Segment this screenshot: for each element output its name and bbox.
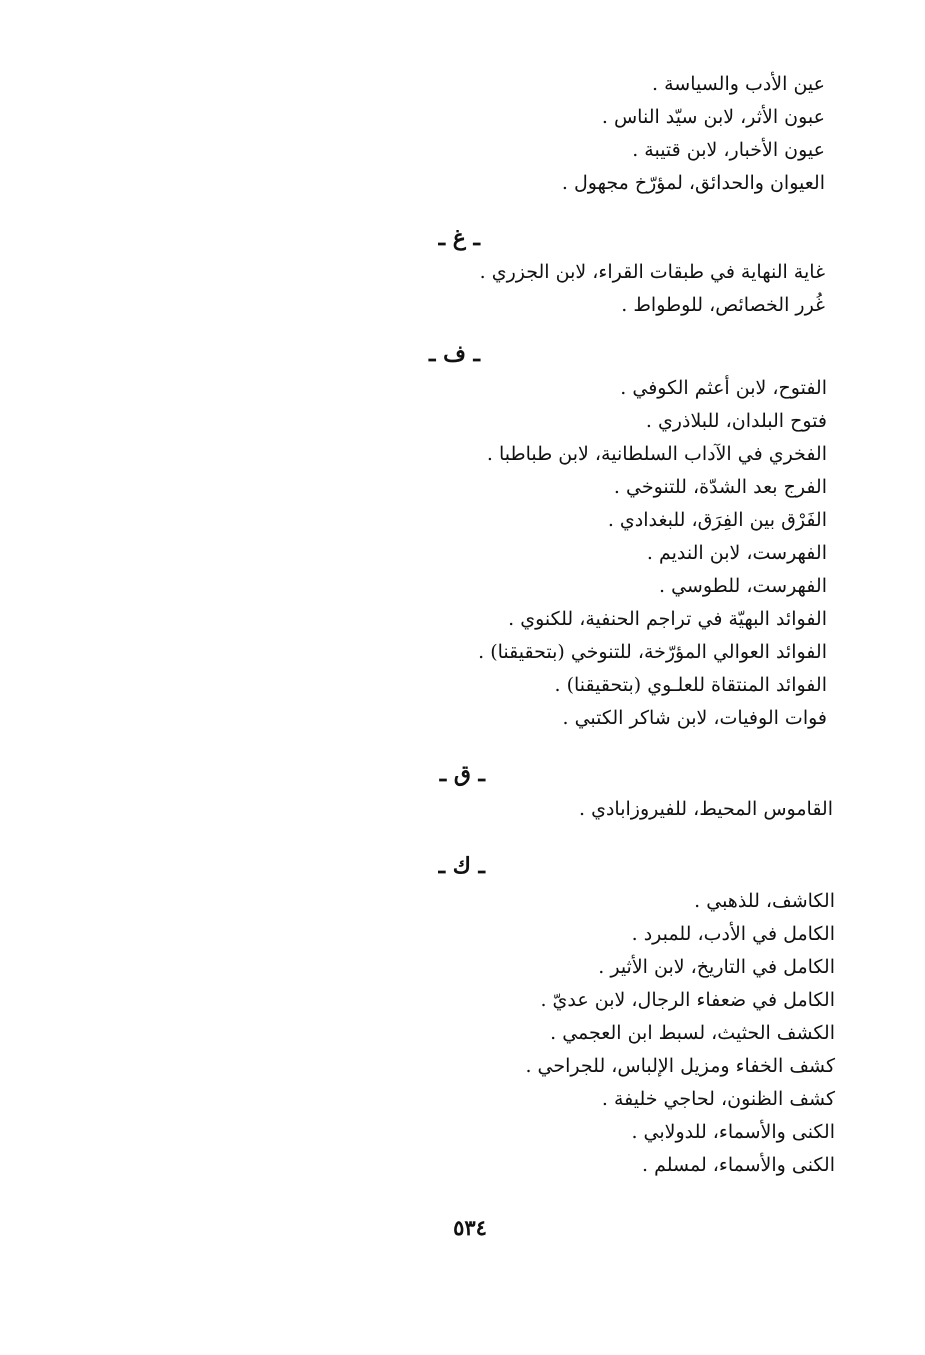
page-number: ٥٣٤ [453, 1215, 487, 1240]
entry-line: الكنى والأسماء، للدولابي . [631, 1121, 835, 1143]
entry-line: الفوائد العوالي المؤرّخة، للتنوخي (بتحقيقنا) . [478, 641, 827, 663]
entry-line: الفَرْق بين الفِرَق، للبغدادي . [607, 509, 827, 531]
entry-line: الفخري في الآداب السلطانية، لابن طباطبا . [486, 443, 827, 465]
section-letter-heading: ـ غ ـ [438, 225, 480, 251]
entry-line: الكامل في التاريخ، لابن الأثير . [598, 956, 835, 978]
entry-line: الفوائد المنتقاة للعلـوي (بتحقيقنا) . [554, 674, 827, 696]
entry-line: غُرر الخصائص، للوطواط . [621, 294, 825, 316]
entry-line: الفهرست، للطوسي . [659, 575, 827, 597]
entry-line: الكامل في الأدب، للمبرد . [631, 923, 835, 945]
entry-line: الكنى والأسماء، لمسلم . [642, 1154, 835, 1176]
entry-line: كشف الظنون، لحاجي خليفة . [601, 1088, 835, 1110]
entry-line: العيوان والحدائق، لمؤرّخ مجهول . [561, 172, 825, 194]
entry-line: الكاشف، للذهبي . [694, 890, 835, 912]
entry-line: الفتوح، لابن أعثم الكوفي . [620, 377, 827, 399]
entry-line: غاية النهاية في طبقات القراء، لابن الجزري . [479, 261, 825, 283]
entry-line: فتوح البلدان، للبلاذري . [645, 410, 827, 432]
section-letter-heading: ـ ق ـ [439, 761, 485, 787]
entry-line: الفوائد البهيّة في تراجم الحنفية، للكنوي . [508, 608, 827, 630]
section-letter-heading: ـ ك ـ [438, 853, 485, 879]
entry-line: كشف الخفاء ومزيل الإلباس، للجراحي . [525, 1055, 835, 1077]
entry-line: الفرج بعد الشدّة، للتنوخي . [613, 476, 827, 498]
entry-line: الكامل في ضعفاء الرجال، لابن عديّ . [540, 989, 835, 1011]
entry-line: عبون الأثر، لابن سيّد الناس . [601, 106, 825, 128]
section-letter-heading: ـ ف ـ [428, 341, 480, 367]
entry-line: الكشف الحثيث، لسبط ابن العجمي . [550, 1022, 835, 1044]
entry-line: عين الأدب والسياسة . [652, 73, 825, 95]
entry-line: عيون الأخبار، لابن قتيبة . [632, 139, 825, 161]
entry-line: الفهرست، لابن النديم . [646, 542, 827, 564]
entry-line: القاموس المحيط، للفيروزابادي . [579, 798, 833, 820]
entry-line: فوات الوفيات، لابن شاكر الكتبي . [562, 707, 827, 729]
